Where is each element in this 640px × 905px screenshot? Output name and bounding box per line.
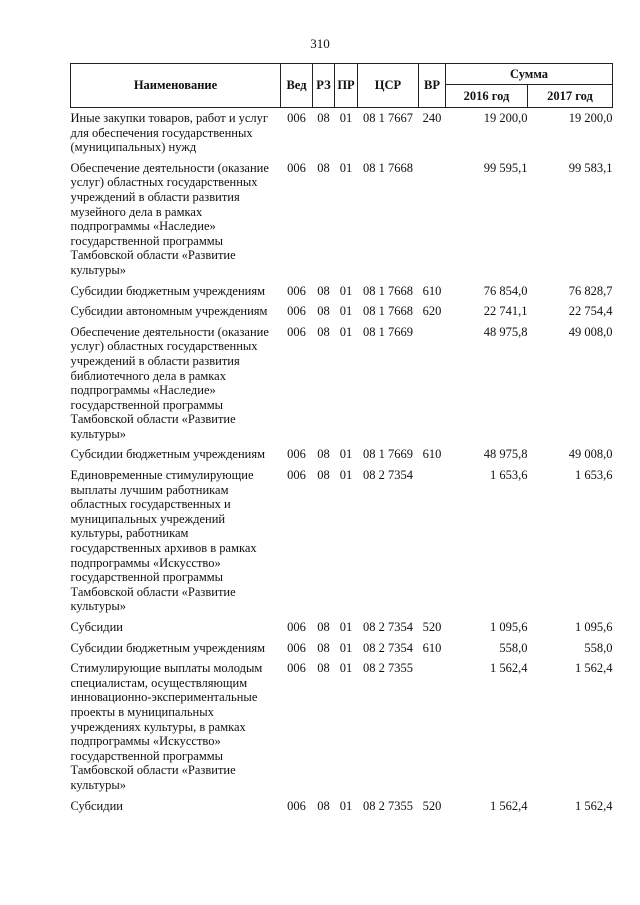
cell-csr: 08 2 7354 [363,468,413,483]
cell-pr: 01 [339,661,353,676]
table-row [71,658,613,795]
cell-csr: 08 1 7669 [363,447,413,462]
cell-rz: 08 [317,661,330,676]
cell-amount-2017: 1 653,6 [575,468,613,483]
column-header-vr: ВР [419,64,446,108]
cell-amount-2017: 22 754,4 [568,304,613,319]
table-row [71,617,613,638]
table-row [71,158,613,281]
cell-amount-2017: 76 828,7 [568,283,613,298]
cell-vr: 620 [422,304,442,319]
cell-amount-2017: 49 008,0 [568,447,613,462]
cell-amount-2016: 99 595,1 [483,160,528,175]
cell-ved: 006 [287,468,306,483]
cell-ved: 006 [287,447,306,462]
cell-amount-2016: 1 095,6 [490,620,528,634]
table-row [71,465,613,617]
cell-pr: 01 [339,468,353,483]
cell-csr: 08 1 7668 [363,304,413,319]
cell-vr: 520 [422,798,442,813]
cell-ved: 006 [287,283,306,298]
cell-csr: 08 2 7354 [363,620,413,634]
table-header [71,64,613,108]
cell-name: Стимулирующие выплаты молодым специалистам, осуществляющим инновационно-экспериментальные проекты в муниципальных учреждениях культуры, в рамках подпрограммы «Искусство» государственной программы Тамбовской области «Развитие культуры» [70,661,263,792]
table-row [71,108,613,158]
cell-amount-2016: 1 562,4 [490,798,528,813]
cell-csr: 08 1 7667 [363,111,413,125]
cell-vr [419,158,446,281]
cell-vr: 520 [422,620,442,634]
cell-vr [419,658,446,795]
cell-pr: 01 [339,447,353,462]
cell-rz: 08 [317,283,330,298]
table-row [71,281,613,302]
cell-pr: 01 [339,304,353,319]
cell-amount-2017: 1 095,6 [575,620,613,634]
cell-ved: 006 [287,798,306,813]
cell-rz: 08 [317,111,330,125]
cell-rz: 08 [317,468,330,483]
cell-amount-2016: 76 854,0 [483,283,528,298]
page-number: 310 [310,36,330,51]
cell-name: Иные закупки товаров, работ и услуг для обеспечения государственных (муниципальных) нужд [70,111,269,155]
cell-vr: 610 [422,447,442,462]
column-header-sum: Сумма [446,64,613,85]
budget-table [70,63,613,816]
cell-name: Субсидии бюджетным учреждениям [70,447,266,462]
table-row [71,796,613,817]
cell-ved: 006 [287,324,306,339]
column-header-rz: РЗ [313,64,335,108]
cell-pr: 01 [339,160,353,175]
cell-rz: 08 [317,304,330,319]
cell-rz: 08 [317,160,330,175]
cell-name: Субсидии бюджетным учреждениям [70,640,266,655]
cell-rz: 08 [317,640,330,655]
cell-rz: 08 [317,620,330,634]
cell-amount-2017: 19 200,0 [568,111,613,125]
cell-ved: 006 [287,111,306,125]
cell-pr: 01 [339,640,353,655]
cell-vr: 240 [422,111,442,125]
column-header-2017: 2017 год [528,85,613,108]
cell-pr: 01 [339,283,353,298]
table-row [71,301,613,322]
cell-pr: 01 [339,111,353,125]
column-header-name: Наименование [71,64,281,108]
cell-name: Обеспечение деятельности (оказание услуг) областных государственных учреждений в области развития библиотечного дела в рамках подпрограммы «Наследие» государственной программы Тамбовской области «Развитие культуры» [70,324,269,441]
cell-amount-2016: 1 562,4 [490,661,528,676]
cell-ved: 006 [287,661,306,676]
table-body [71,108,613,817]
cell-csr: 08 1 7669 [363,324,413,339]
cell-name: Субсидии автономным учреждениям [70,304,268,319]
cell-ved: 006 [287,640,306,655]
cell-amount-2016: 22 741,1 [483,304,528,319]
cell-name: Единовременные стимулирующие выплаты лучшим работникам областных государственных и муниципальных учреждений культуры, работникам государственных архивов в рамках подпрограммы «Искусство» государственной программы Тамбовской области «Развитие культуры» [70,468,257,614]
cell-csr: 08 2 7355 [363,798,413,813]
cell-amount-2017: 558,0 [584,640,613,655]
table-row [71,322,613,445]
cell-amount-2016: 1 653,6 [490,468,528,483]
cell-name: Субсидии [70,620,123,634]
column-header-2016: 2016 год [446,85,528,108]
table-row [71,444,613,465]
cell-rz: 08 [317,324,330,339]
cell-name: Обеспечение деятельности (оказание услуг) областных государственных учреждений в области развития музейного дела в рамках подпрограммы «Наследие» государственной программы Тамбовской области «Развитие культуры» [70,160,269,277]
column-header-csr: ЦСР [358,64,419,108]
cell-amount-2016: 19 200,0 [483,111,528,125]
cell-vr: 610 [422,640,442,655]
cell-csr: 08 1 7668 [363,160,413,175]
cell-vr: 610 [422,283,442,298]
cell-vr [419,465,446,617]
cell-rz: 08 [317,798,330,813]
cell-amount-2016: 558,0 [499,640,528,655]
cell-pr: 01 [339,324,353,339]
cell-ved: 006 [287,160,306,175]
cell-csr: 08 1 7668 [363,283,413,298]
cell-name: Субсидии [70,798,123,813]
cell-amount-2017: 99 583,1 [568,160,613,175]
table-row [71,638,613,659]
column-header-ved: Вед [281,64,313,108]
cell-amount-2016: 48 975,8 [483,447,528,462]
cell-ved: 006 [287,304,306,319]
column-header-pr: ПР [335,64,358,108]
cell-pr: 01 [339,798,353,813]
cell-amount-2017: 1 562,4 [575,661,613,676]
cell-csr: 08 2 7355 [363,661,413,676]
cell-amount-2016: 48 975,8 [483,324,528,339]
cell-amount-2017: 49 008,0 [568,324,613,339]
cell-amount-2017: 1 562,4 [575,798,613,813]
cell-name: Субсидии бюджетным учреждениям [70,283,266,298]
cell-pr: 01 [339,620,353,634]
cell-csr: 08 2 7354 [363,640,413,655]
cell-rz: 08 [317,447,330,462]
cell-ved: 006 [287,620,306,634]
cell-vr [419,322,446,445]
